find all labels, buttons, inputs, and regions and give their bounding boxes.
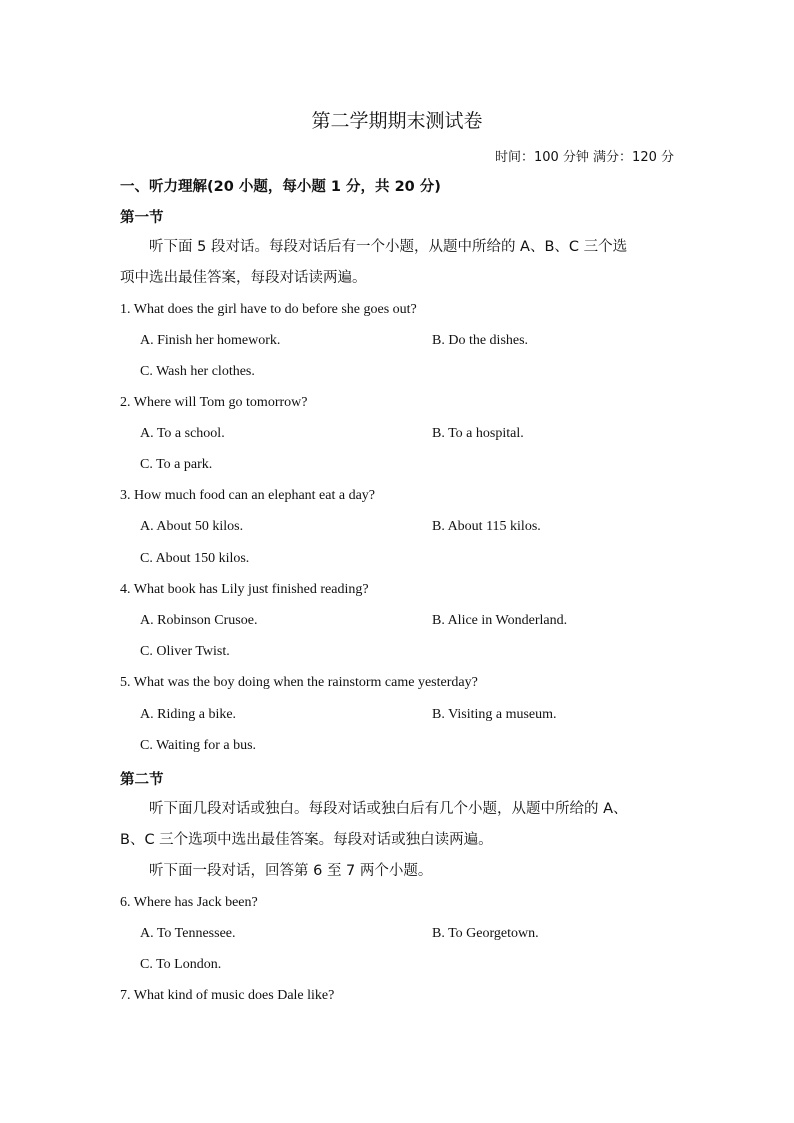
- option-5a: A. Riding a bike.: [140, 707, 237, 722]
- section1-instruction: [120, 232, 680, 294]
- part1-heading: 一、听力理解(20 小题，每小题 1 分，共 20 分): [120, 179, 441, 195]
- option-4b: B. Alice in Wonderland.: [432, 613, 568, 628]
- question-6: 6. Where has Jack been?: [120, 895, 258, 910]
- section1-instruction-line2: 项中选出最佳答案，每段对话读两遍。: [120, 270, 367, 286]
- exam-meta: 时间：100 分钟 满分：120 分: [494, 150, 674, 165]
- section1-heading: 第一节: [120, 210, 164, 226]
- question-3: 3. How much food can an elephant eat a day?: [120, 488, 376, 503]
- option-6a: A. To Tennessee.: [140, 926, 236, 941]
- section2-sub-instruction: 听下面一段对话，回答第 6 至 7 两个小题。: [149, 863, 433, 879]
- option-4a: A. Robinson Crusoe.: [140, 613, 258, 628]
- section2-heading: 第二节: [120, 772, 164, 788]
- question-1: 1. What does the girl have to do before she goes out?: [120, 302, 417, 317]
- question-5: 5. What was the boy doing when the rainstorm came yesterday?: [120, 675, 478, 690]
- option-6c: C. To London.: [140, 957, 222, 972]
- section2-instruction-line1: 听下面几段对话或独白。每段对话或独白后有几个小题，从题中所给的 A、: [149, 801, 628, 817]
- option-6b: B. To Georgetown.: [432, 926, 539, 941]
- option-1a: A. Finish her homework.: [140, 333, 281, 348]
- section1-instruction-line1: 听下面 5 段对话。每段对话后有一个小题，从题中所给的 A、B、C 三个选: [149, 239, 628, 255]
- page-title: 第二学期期末测试卷: [311, 110, 483, 132]
- option-5b: B. Visiting a museum.: [432, 707, 557, 722]
- option-1c: C. Wash her clothes.: [140, 364, 255, 379]
- option-5c: C. Waiting for a bus.: [140, 738, 257, 753]
- option-3c: C. About 150 kilos.: [140, 551, 250, 566]
- option-2b: B. To a hospital.: [432, 426, 524, 441]
- question-4: 4. What book has Lily just finished reading?: [120, 582, 369, 597]
- section2-instruction-line2: B、C 三个选项中选出最佳答案。每段对话或独白读两遍。: [120, 832, 493, 848]
- question-2: 2. Where will Tom go tomorrow?: [120, 395, 308, 410]
- option-4c: C. Oliver Twist.: [140, 644, 230, 659]
- option-2c: C. To a park.: [140, 457, 213, 472]
- option-3a: A. About 50 kilos.: [140, 519, 244, 534]
- question-7: 7. What kind of music does Dale like?: [120, 988, 335, 1003]
- option-1b: B. Do the dishes.: [432, 333, 529, 348]
- option-2a: A. To a school.: [140, 426, 225, 441]
- option-3b: B. About 115 kilos.: [432, 519, 541, 534]
- section2-instruction: [120, 794, 680, 887]
